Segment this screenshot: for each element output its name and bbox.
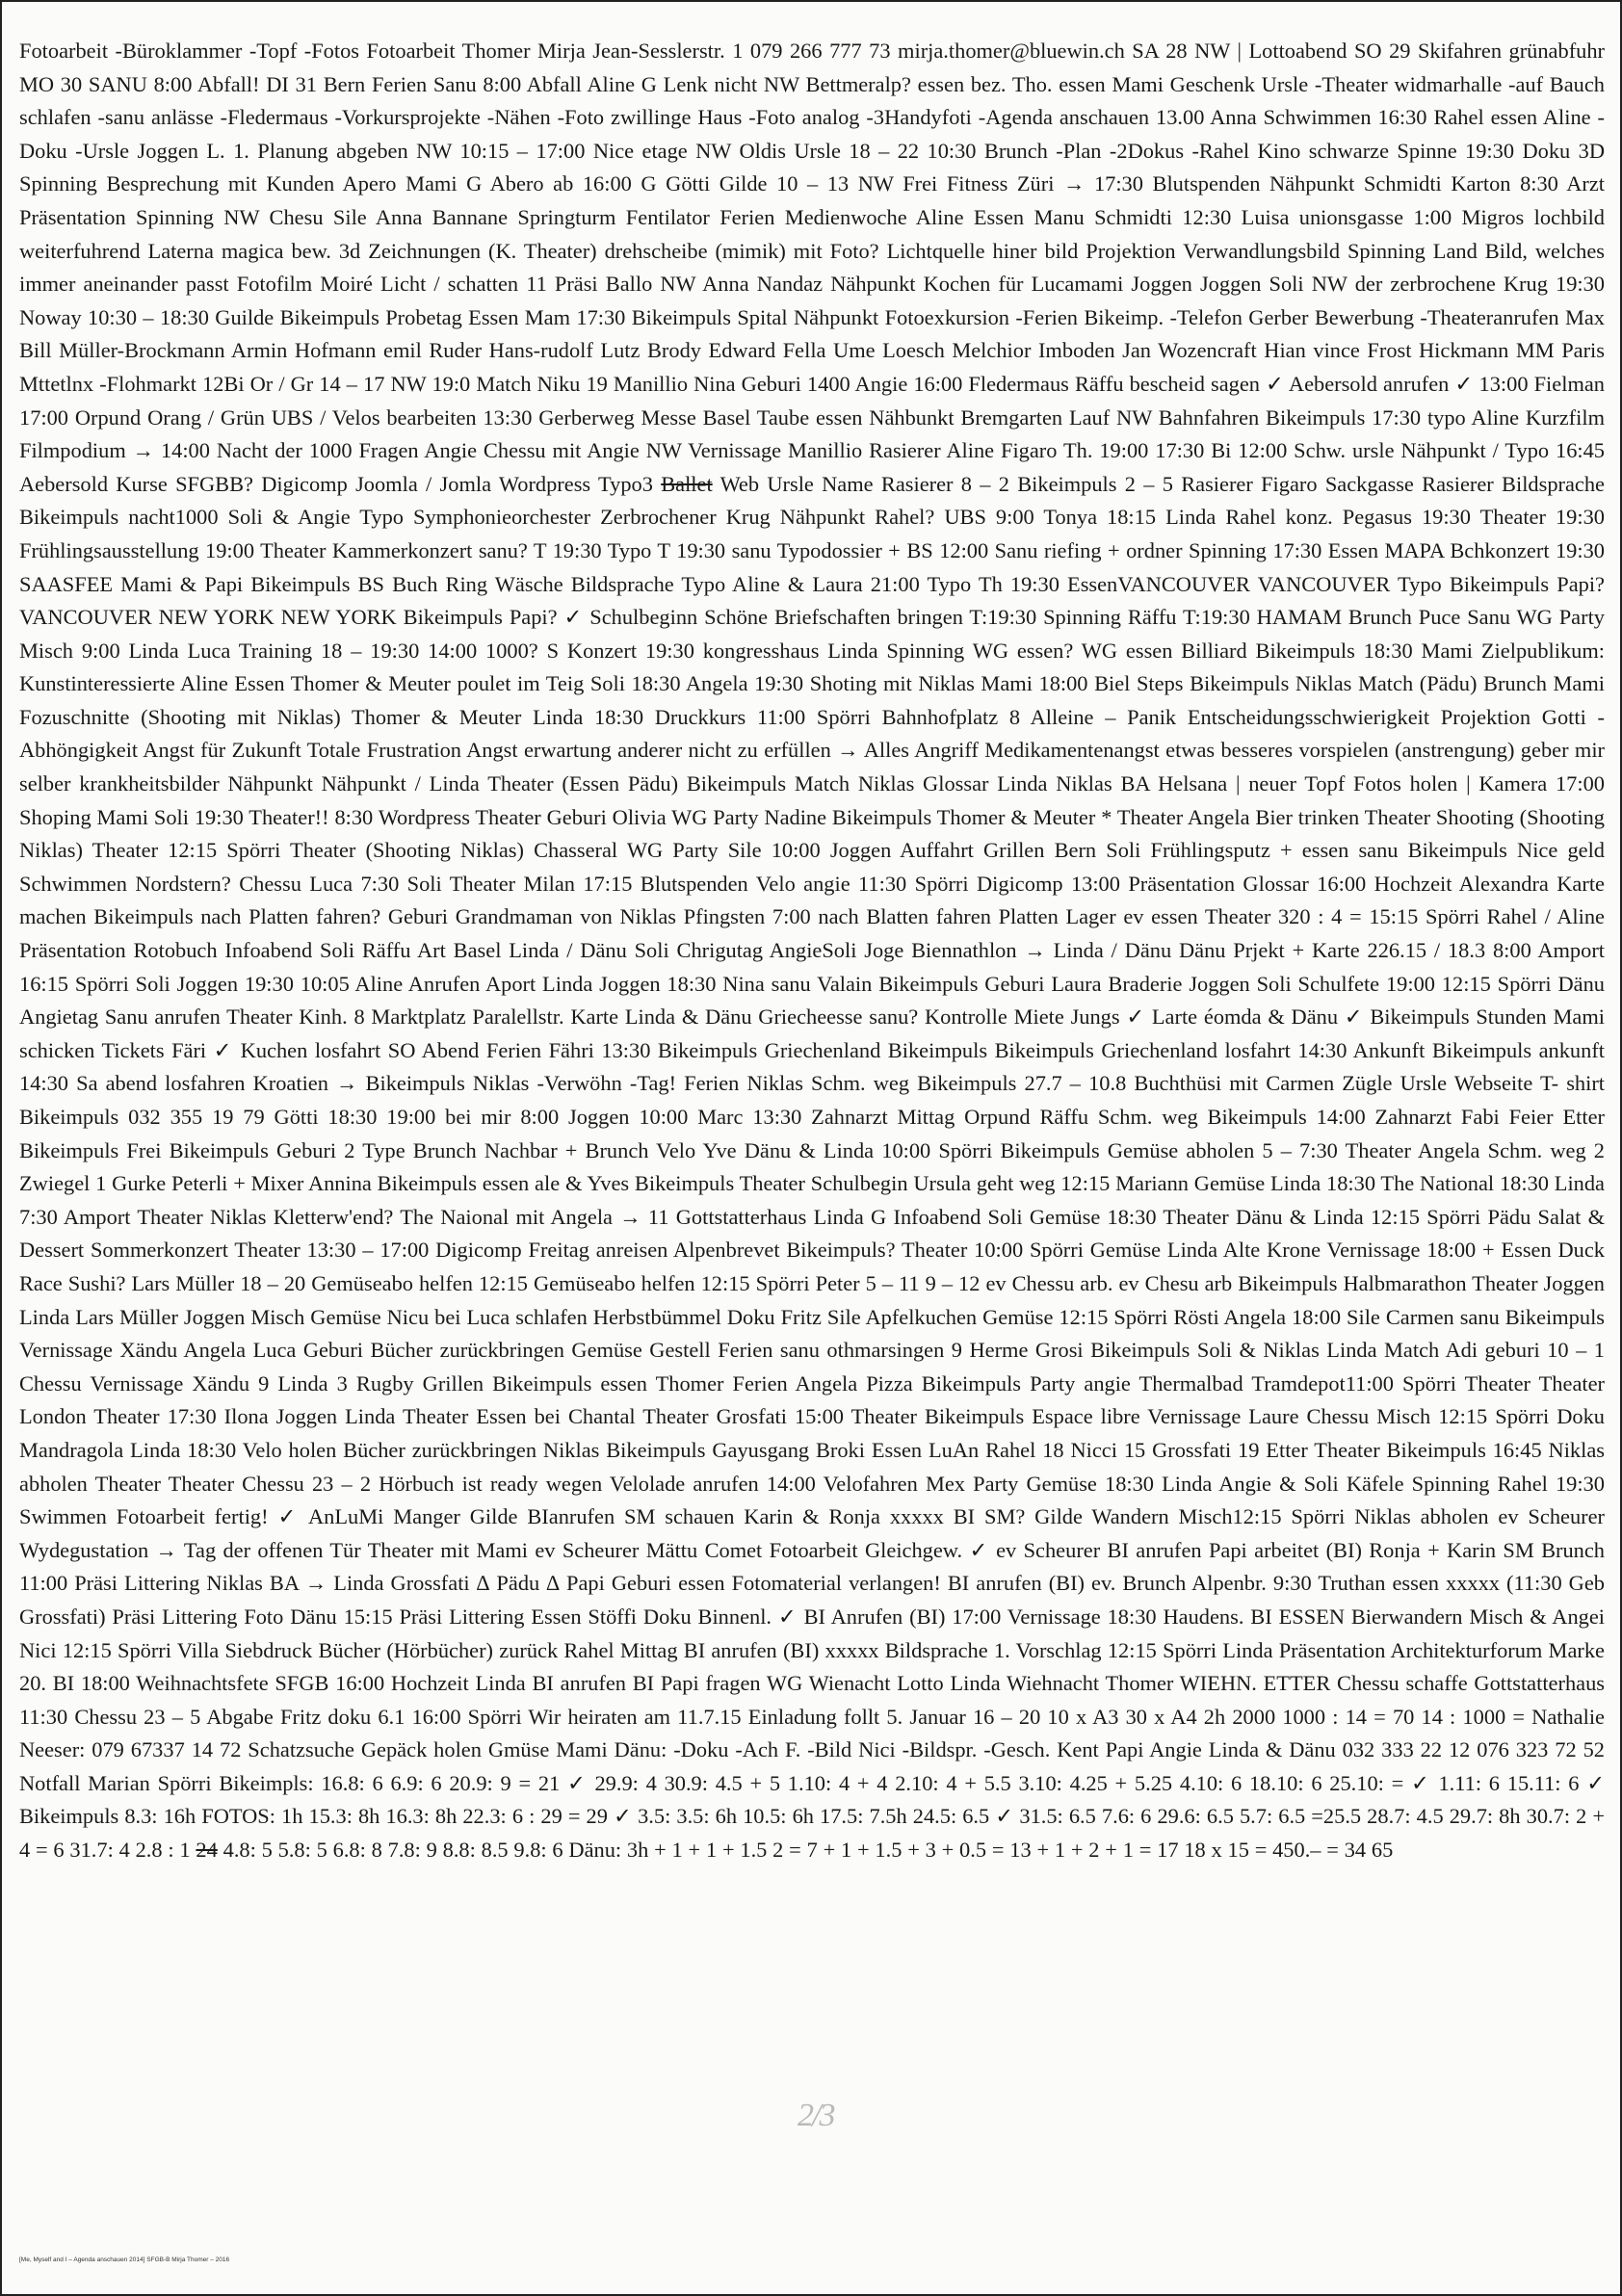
agenda-text-block <box>19 35 1605 1867</box>
agenda-text-part-3: 4.8: 5 5.8: 5 6.8: 8 7.8: 9 8.8: 8.5 9.8: 6 Dänu: 3h + 1 + 1 + 1.5 2 = 7 + 1 + 1.5 + 3 + 0.5 = 13 + 1 + 2 + 1 = 17 18 x 15 = 450.– = 34 65 <box>222 1838 1394 1863</box>
page-number: 2/3 <box>798 2098 834 2133</box>
struck-word: Ballet <box>661 471 713 496</box>
struck-number: 24 <box>196 1838 218 1863</box>
footer-caption: [Me, Myself and I – Agenda anschauen 2014] SFGB-B Mirja Thomer – 2016 <box>19 2257 230 2263</box>
agenda-text-part-2: Web Ursle Name Rasierer 8 – 2 Bikeimpuls 2 – 5 Rasierer Figaro Sackgasse Rasierer Bildsprache Bikeimpuls nacht1000 Soli & Angie Typo Symphonieorchester Zerbrochener Krug Nähpunkt Rahel? UBS 9:00 Tonya 18:15 Linda Rahel konz. Pegasus 19:30 Theater 19:30 Frühlingsausstellung 19:00 Theater Kammerkonzert sanu? T 19:30 Typo T 19:30 sanu Typodossier + BS 12:00 Sanu riefing + ordner Spinning 17:30 Essen MAPA Bchkonzert 19:30 SAASFEE Mami & Papi Bikeimpuls BS Buch Ring Wäsche Bildsprache Typo Aline & Laura 21:00 Typo Th 19:30 EssenVANCOUVER VANCOUVER Typo Bikeimpuls Papi? VANCOUVER NEW YORK NEW YORK Bikeimpuls Papi? ✓ Schulbeginn Schöne Briefschaften bringen T:19:30 Spinning Räffu T:19:30 HAMAM Brunch Puce Sanu WG Party Misch 9:00 Linda Luca Training 18 – 19:30 14:00 1000? S Konzert 19:30 kongresshaus Linda Spinning WG essen? WG essen Billiard Bikeimpuls 18:30 Mami Zielpublikum: Kunstinteressierte Aline Essen Thomer & Meuter poulet im Teig Soli 18:30 Angela 19:30 Shoting mit Niklas Mami 18:00 Biel Steps Bikeimpuls Niklas Match (Pädu) Brunch Mami Fozuschnitte (Shooting mit Niklas) Thomer & Meuter Linda 18:30 Druckkurs 11:00 Spörri Bahnhofplatz 8 Alleine – Panik Entscheidungsschwierigkeit Projektion Gotti -Abhöngigkeit Angst für Zukunft Totale Frustration Angst erwartung anderer nicht zu erfüllen → Alles Angriff Medikamentenangst etwas besseres vorspielen (anstrengung) geber mir selber krankheitsbilder Nähpunkt Nähpunkt / Linda Theater (Essen Pädu) Bikeimpuls Match Niklas Glossar Linda Niklas BA Helsana | neuer Topf Fotos holen | Kamera 17:00 Shoping Mami Soli 19:30 Theater!! 8:30 Wordpress Theater Geburi Olivia WG Party Nadine Bikeimpuls Thomer & Meuter * Theater Angela Bier trinken Theater Shooting (Shooting Niklas) Theater 12:15 Spörri Theater (Shooting Niklas) Chasseral WG Party Sile 10:00 Joggen Auffahrt Grillen Bern Soli Frühlingsputz + essen sanu Bikeimpuls Nice geld Schwimmen Nordstern? Chessu Luca 7:30 Soli Theater Milan 17:15 Blutspenden Velo angie 11:30 Spörri Digicomp 13:00 Präsentation Glossar 16:00 Hochzeit Alexandra Karte machen Bikeimpuls nach Platten fahren? Geburi Grandmaman von Niklas Pfingsten 7:00 nach Blatten fahren Platten Lager ev essen Theater 320 : 4 = 15:15 Spörri Rahel / Aline Präsentation Rotobuch Infoabend Soli Räffu Art Basel Linda / Dänu Soli Chrigutag AngieSoli Joge Biennathlon → Linda / Dänu Dänu Prjekt + Karte 226.15 / 18.3 8:00 Amport 16:15 Spörri Soli Joggen 19:30 10:05 Aline Anrufen Aport Linda Joggen 18:30 Nina sanu Valain Bikeimpuls Geburi Laura Braderie Joggen Soli Schulfete 19:00 12:15 Spörri Dänu Angietag Sanu anrufen Theater Kinh. 8 Marktplatz Paralellstr. Karte Linda & Dänu Griecheesse sanu? Kontrolle Miete Jungs ✓ Larte éomda & Dänu ✓ Bikeimpuls Stunden Mami schicken Tickets Färi ✓ Kuchen losfahrt SO Abend Ferien Fähri 13:30 Bikeimpuls Griechenland Bikeimpuls Bikeimpuls Griechenland losfahrt 14:30 Ankunft Bikeimpuls ankunft 14:30 Sa abend losfahren Kroatien → Bikeimpuls Niklas -Verwöhn -Tag! Ferien Niklas Schm. weg Bikeimpuls 27.7 – 10.8 Buchthüsi mit Carmen Zügle Ursle Webseite T- shirt Bikeimpuls 032 355 19 79 Götti 18:30 19:00 bei mir 8:00 Joggen 10:00 Marc 13:30 Zahnarzt Mittag Orpund Räffu Schm. weg Bikeimpuls 14:00 Zahnarzt Fabi Feier Etter Bikeimpuls Frei Bikeimpuls Geburi 2 Type Brunch Nachbar + Brunch Velo Yve Dänu & Linda 10:00 Spörri Bikeimpuls Gemüse abholen 5 – 7:30 Theater Angela Schm. weg 2 Zwiegel 1 Gurke Peterli + Mixer Annina Bikeimpuls essen ale & Yves Bikeimpuls Theater Schulbegin Ursula geht weg 12:15 Mariann Gemüse Linda 18:30 The National 18:30 Linda 7:30 Amport Theater Niklas Kletterw'end? The Naional mit Angela → 11 Gottstatterhaus Linda G Infoabend Soli Gemüse 18:30 Theater Dänu & Linda 12:15 Spörri Pädu Salat & Dessert Sommerkonzert Theater 13:30 – 17:00 Digicomp Freitag anreisen Alpenbrevet Bikeimpuls? Theater 10:00 Spörri Gemüse Linda Alte Krone Vernissage 18:00 + Essen Duck Race Sushi? Lars Müller 18 – 20 Gemüseabo helfen 12:15 Gemüseabo helfen 12:15 Spörri Peter 5 – 11 9 – 12 ev Chessu arb. ev Chesu arb Bikeimpuls Halbmarathon Theater Joggen Linda Lars Müller Joggen Misch Gemüse Nicu bei Luca schlafen Herbstbümmel Doku Fritz Sile Apfelkuchen Gemüse 12:15 Spörri Rösti Angela 18:00 Sile Carmen sanu Bikeimpuls Vernissage Xändu Angela Luca Geburi Bücher zurückbringen Gemüse Gestell Ferien sanu othmarsingen 9 Herme Grosi Bikeimpuls Soli & Niklas Linda Match Adi geburi 10 – 1 Chessu Vernissage Xändu 9 Linda 3 Rugby Grillen Bikeimpuls essen Thomer Ferien Angela Pizza Bikeimpuls Party angie Thermalbad Tramdepot11:00 Spörri Theater Theater London Theater 17:30 Ilona Joggen Linda Theater Essen bei Chantal Theater Grosfati 15:00 Theater Bikeimpuls Espace libre Vernissage Laure Chessu Misch 12:15 Spörri Doku Mandragola Linda 18:30 Velo holen Bücher zurückbringen Niklas Bikeimpuls Gayusgang Broki Essen LuAn Rahel 18 Nicci 15 Grossfati 19 Etter Theater Bikeimpuls 16:45 Niklas abholen Theater Theater Chessu 23 – 2 Hörbuch ist ready wegen Velolade anrufen 14:00 Velofahren Mex Party Gemüse 18:30 Linda Angie & Soli Käfele Spinning Rahel 19:30 Swimmen Fotoarbeit fertig! ✓ AnLuMi Manger Gilde BIanrufen SM schauen Karin & Ronja xxxxx BI SM? Gilde Wandern Misch12:15 Spörri Niklas abholen ev Scheurer Wydegustation → Tag der offenen Tür Theater mit Mami ev Scheurer Mättu Comet Fotoarbeit Gleichgew. ✓ ev Scheurer BI anrufen Papi arbeitet (BI) Ronja + Karin SM Brunch 11:00 Präsi Littering Niklas BA → Linda Grossfati ∆ Pädu ∆ Papi Geburi essen Fotomaterial verlangen! BI anrufen (BI) ev. Brunch Alpenbr. 9:30 Truthan essen xxxxx (11:30 Geb Grossfati) Präsi Littering Foto Dänu 15:15 Präsi Littering Essen Stöffi Doku Binnenl. ✓ BI Anrufen (BI) 17:00 Vernissage 18:30 Haudens. BI ESSEN Bierwandern Misch & Angei Nici 12:15 Spörri Villa Siebdruck Bücher (Hörbücher) zurück Rahel Mittag BI anrufen (BI) xxxxx Bildsprache 1. Vorschlag 12:15 Spörri Linda Präsentation Architekturforum Marke 20. BI 18:00 Weihnachtsfete SFGB 16:00 Hochzeit Linda BI anrufen BI Papi fragen WG Wienacht Lotto Linda Wiehnacht Thomer WIEHN. ETTER Chessu schaffe Gottstatterhaus 11:30 Chessu 23 – 5 Abgabe Fritz doku 6.1 16:00 Spörri Wir heiraten am 11.7.15 Einladung follt 5. Januar 16 – 20 10 x A3 30 x A4 2h 2000 1000 : 14 = 70 14 : 1000 = Nathalie Neeser: 079 67337 14 72 Schatzsuche Gepäck holen Gmüse Mami Dänu: -Doku -Ach F. -Bild Nici -Bildspr. -Gesch. Kent Papi Angie Linda & Dänu 032 333 22 12 076 323 72 52 Notfall Marian Spörri Bikeimpls: 16.8: 6 6.9: 6 20.9: 9 = 21 ✓ 29.9: 4 30.9: 4.5 + 5 1.10: 4 + 4 2.10: 4 + 5.5 3.10: 4.25 + 5.25 4.10: 6 18.10: 6 25.10: = ✓ 1.11: 6 15.11: 6 ✓ Bikeimpuls 8.3: 16h FOTOS: 1h 15.3: 8h 16.3: 8h 22.3: 6 : 29 = 29 ✓ 3.5: 3.5: 6h 10.5: 6h 17.5: 7.5h 24.5: 6.5 ✓ 31.5: 6.5 7.6: 6 29.6: 6.5 5.7: 6.5 =25.5 28.7: 4.5 29.7: 8h 30.7: 2 + 4 = 6 31.7: 4 2.8 : 1 <box>19 471 1605 1863</box>
agenda-text-part-1: Fotoarbeit -Büroklammer -Topf -Fotos Fotoarbeit Thomer Mirja Jean-Sesslerstr. 1 079 266 777 73 mirja.thomer@bluewin.ch SA 28 NW | Lottoabend SO 29 Skifahren grünabfuhr MO 30 SANU 8:00 Abfall! DI 31 Bern Ferien Sanu 8:00 Abfall Aline G Lenk nicht NW Bettmeralp? essen bez. Tho. essen Mami Geschenk Ursle -Theater widmarhalle -auf Bauch schlafen -sanu anlässe -Fledermaus -Vorkursprojekte -Nähen -Foto zwillinge Haus -Foto analog -3Handyfoti -Agenda anschauen 13.00 Anna Schwimmen 16:30 Rahel essen Aline -Doku -Ursle Joggen L. 1. Planung abgeben NW 10:15 – 17:00 Nice etage NW Oldis Ursle 18 – 22 10:30 Brunch -Plan -2Dokus -Rahel Kino schwarze Spinne 19:30 Doku 3D Spinning Besprechung mit Kunden Apero Mami G Abero ab 16:00 G Götti Gilde 10 – 13 NW Frei Fitness Züri → 17:30 Blutspenden Nähpunkt Schmidti Karton 8:30 Arzt Präsentation Spinning NW Chesu Sile Anna Bannane Springturm Fentilator Ferien Medienwoche Aline Essen Manu Schmidti 12:30 Luisa unionsgasse 1:00 Migros lochbild weiterfuhrend Laterna magica bew. 3d Zeichnungen (K. Theater) drehscheibe (mimik) mit Foto? Lichtquelle hiner bild Projektion Verwandlungsbild Spinning Land Bild, welches immer aneinander passt Fotofilm Moiré Licht / schatten 11 Präsi Ballo NW Anna Nandaz Nähpunkt Kochen für Lucamami Joggen Joggen Soli NW der zerbrochene Krug 19:30 Noway 10:30 – 18:30 Guilde Bikeimpuls Probetag Essen Mam 17:30 Bikeimpuls Spital Nähpunkt Fotoexkursion -Ferien Bikeimp. -Telefon Gerber Bewerbung -Theateranrufen Max Bill Müller-Brockmann Armin Hofmann emil Ruder Hans-rudolf Lutz Brody Edward Fella Ume Loesch Melchior Imboden Jan Wozencraft Hian vince Frost Hickmann MM Paris Mttetlnx -Flohmarkt 12Bi Or / Gr 14 – 17 NW 19:0 Match Niku 19 Manillio Nina Geburi 1400 Angie 16:00 Fledermaus Räffu bescheid sagen ✓ Aebersold anrufen ✓ 13:00 Fielman 17:00 Orpund Orang / Grün UBS / Velos bearbeiten 13:30 Gerberweg Messe Basel Taube essen Nähbunkt Bremgarten Lauf NW Bahnfahren Bikeimpuls 17:30 typo Aline Kurzfilm Filmpodium → 14:00 Nacht der 1000 Fragen Angie Chessu mit Angie NW Vernissage Manillio Rasierer Aline Figaro Th. 19:00 17:30 Bi 12:00 Schw. ursle Nähpunkt / Typo 16:45 Aebersold Kurse SFGBB? Digicomp Joomla / Jomla Wordpress Typo3 <box>19 39 1605 496</box>
